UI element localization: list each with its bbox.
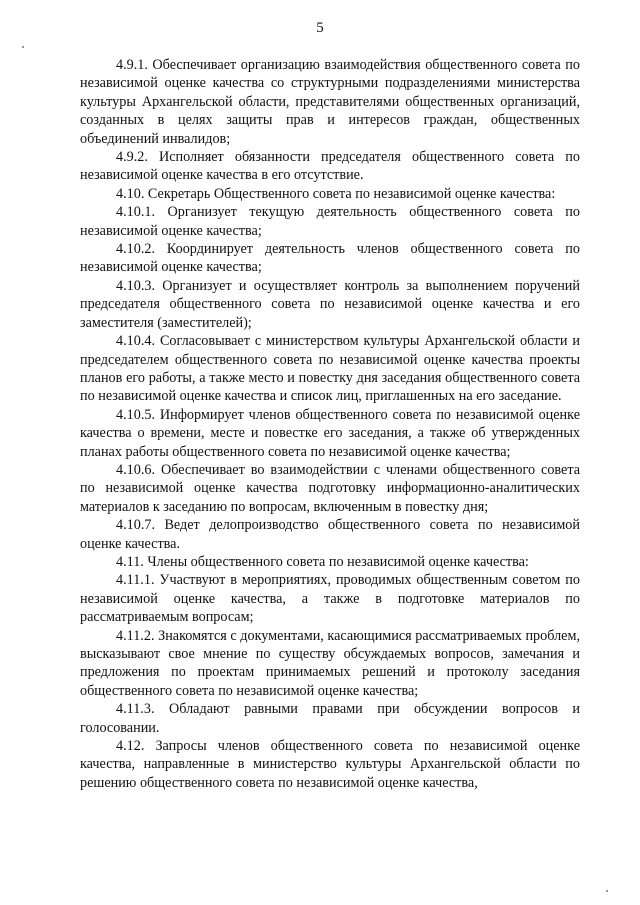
paragraph-4-11-1: 4.11.1. Участвуют в мероприятиях, проводимых общественным советом по независимой оценке качества, а также в подготовке материалов по рассматриваемым вопросам; (80, 572, 580, 626)
paragraph-4-11: 4.11. Члены общественного совета по независимой оценке качества: (116, 553, 529, 570)
paragraph-4-12: 4.12. Запросы членов общественного совета по независимой оценке качества, направленные в министерство культуры Архангельской области по решению общественного совета по независимой оценке качества, (80, 738, 580, 791)
document-body (80, 56, 580, 792)
paragraph-4-10: 4.10. Секретарь Общественного совета по независимой оценке качества: (116, 185, 556, 202)
paragraph-4-9-2: 4.9.2. Исполняет обязанности председателя общественного совета по независимой оценке качества в его отсутствие. (80, 149, 580, 184)
scan-dust-mark (606, 890, 608, 892)
paragraph-4-10-5: 4.10.5. Информирует членов общественного совета по независимой оценке качества о времени, месте и повестке его заседания, а также об утвержденных планах работы общественного совета по независимой оценке качества; (80, 406, 580, 460)
paragraph-4-10-3: 4.10.3. Организует и осуществляет контроль за выполнением поручений председателя общественного совета по независимой оценке качества и его заместителя (заместителей); (80, 277, 580, 331)
paragraph-4-10-4: 4.10.4. Согласовывает с министерством культуры Архангельской области и председателем общественного совета по независимой оценке качества проекты планов его работы, а также место и повестку дня заседания общественного совета по независимой оценке качества и список лиц, приглашенных на его заседание. (80, 333, 580, 405)
scan-dust-mark (22, 46, 24, 48)
paragraph-4-10-2: 4.10.2. Координирует деятельность членов общественного совета по независимой оценке качества; (80, 241, 580, 276)
paragraph-4-11-3: 4.11.3. Обладают равными правами при обсуждении вопросов и голосовании. (80, 701, 580, 736)
paragraph-4-9-1: 4.9.1. Обеспечивает организацию взаимодействия общественного совета по независимой оценке качества со структурными подразделениями министерства культуры Архангельской области, представителями общественных организаций, созданных в целях защиты прав и интересов граждан, общественных объединений инвалидов; (80, 57, 580, 147)
paragraph-4-10-6: 4.10.6. Обеспечивает во взаимодействии с членами общественного совета по независимой оценке качества подготовку информационно-аналитических материалов к заседанию по вопросам, включенным в повестку дня; (80, 461, 580, 515)
paragraph-4-10-1: 4.10.1. Организует текущую деятельность общественного совета по независимой оценке качества; (80, 204, 580, 239)
paragraph-4-10-7: 4.10.7. Ведет делопроизводство общественного совета по независимой оценке качества. (80, 517, 580, 552)
paragraph-4-11-2: 4.11.2. Знакомятся с документами, касающимися рассматриваемых проблем, высказывают свое мнение по существу обсуждаемых вопросов, замечания и предложения по проектам принимаемых решений и протоколу заседания общественного совета по независимой оценке качества; (80, 627, 580, 699)
page-number: 5 (316, 20, 324, 36)
